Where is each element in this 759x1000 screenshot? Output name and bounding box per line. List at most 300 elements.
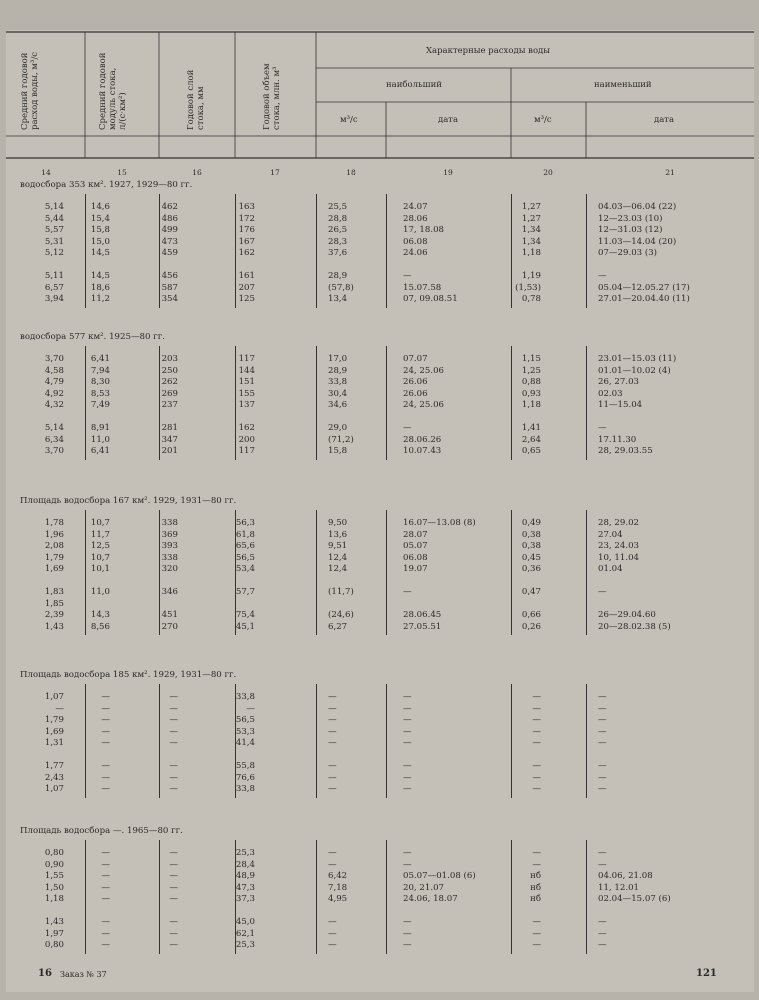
table-cell: 9,50	[328, 518, 348, 528]
table-cell: 27.05.51	[403, 621, 442, 632]
column-rule	[586, 194, 587, 308]
table-cell: 06.08	[403, 552, 428, 563]
table-cell: —	[598, 587, 607, 597]
table-cell: 01.04	[598, 564, 623, 574]
table-cell: 207	[238, 282, 255, 293]
table-cell: 15,4	[90, 213, 110, 224]
table-cell: 15,8	[328, 446, 348, 456]
table-cell: 24, 25.06	[403, 365, 445, 376]
table-cell: —	[532, 784, 541, 794]
table-cell: 56,5	[235, 715, 255, 725]
table-cell: 26—29.04.60	[598, 610, 656, 620]
table-cell: —	[169, 871, 178, 881]
colnum-17: 17	[270, 168, 280, 177]
table-cell: 12,4	[328, 564, 348, 574]
column-rule	[511, 346, 512, 460]
column-rule	[386, 194, 387, 308]
table-cell: —	[598, 738, 607, 748]
table-cell: 1,97	[44, 928, 64, 939]
table-cell: 117	[238, 354, 255, 364]
table-cell: 13,6	[328, 529, 348, 540]
table-cell: 14,3	[90, 610, 110, 620]
table-cell: (11,7)	[328, 587, 354, 597]
table-cell: 0,66	[521, 610, 541, 620]
table-cell: 1,15	[521, 354, 541, 364]
table-cell: 13,4	[328, 294, 348, 304]
table-cell: 24.06	[403, 248, 428, 258]
table-cell: 155	[238, 388, 255, 399]
table-cell: 01.01—10.02 (4)	[598, 365, 671, 376]
table-cell: 7,49	[90, 400, 110, 410]
table-cell: 462	[161, 202, 178, 212]
table-cell: 04.06, 21.08	[598, 871, 653, 881]
column-rule	[386, 346, 387, 460]
header-unit-min: м³/с	[534, 115, 552, 125]
table-cell: 161	[238, 271, 255, 281]
table-cell: —	[169, 738, 178, 748]
table-cell: 0,78	[521, 294, 541, 304]
table-cell: 451	[161, 610, 178, 620]
table-cell: 12,5	[90, 541, 110, 551]
table-cell: 201	[161, 446, 178, 456]
table-cell: —	[532, 859, 541, 870]
table-cell: 1,18	[521, 400, 541, 410]
table-cell: 0,26	[521, 621, 541, 632]
table-cell: 0,49	[521, 518, 541, 528]
table-cell: 11, 12.01	[598, 882, 640, 893]
table-cell: 144	[238, 365, 255, 376]
table-cell: —	[532, 761, 541, 771]
table-cell: 1,96	[44, 529, 64, 540]
table-cell: 338	[161, 552, 178, 563]
table-cell: —	[169, 848, 178, 858]
table-cell: —	[101, 859, 110, 870]
table-cell: 28,9	[328, 365, 348, 376]
table-cell: (1,53)	[515, 282, 541, 293]
table-cell: 1,83	[44, 587, 64, 597]
table-cell: —	[532, 715, 541, 725]
column-rule	[386, 684, 387, 798]
header-unit-max: м³/с	[340, 115, 358, 125]
colnum-18: 18	[346, 168, 356, 177]
table-cell: 34,6	[328, 400, 348, 410]
table-cell: 16.07—13.08 (8)	[403, 518, 476, 528]
table-cell: 1,07	[44, 692, 64, 702]
table-cell: 1,77	[44, 761, 64, 771]
table-cell: 28, 29.03.55	[598, 446, 653, 456]
table-cell: 07, 09.08.51	[403, 294, 458, 304]
table-cell: 2,39	[44, 610, 64, 620]
table-cell: —	[403, 784, 412, 794]
table-cell: 1,34	[521, 236, 541, 247]
table-cell: 10.07.43	[403, 446, 442, 456]
table-cell: —	[403, 917, 412, 927]
column-rule	[586, 684, 587, 798]
table-cell: 26,5	[328, 225, 348, 235]
table-cell: 4,92	[44, 388, 64, 399]
table-cell: 25,3	[235, 848, 255, 858]
table-cell: 1,79	[44, 715, 64, 725]
table-cell: 1,19	[521, 271, 541, 281]
table-cell: —	[101, 703, 110, 714]
table-cell: —	[598, 772, 607, 783]
table-cell: 0,38	[521, 541, 541, 551]
table-cell: 53,3	[235, 726, 255, 737]
table-cell: —	[328, 940, 337, 950]
table-cell: —	[101, 692, 110, 702]
table-cell: 456	[161, 271, 178, 281]
table-cell: 6,41	[90, 446, 110, 456]
table-cell: 1,43	[44, 917, 64, 927]
table-cell: —	[169, 928, 178, 939]
table-cell: 56,3	[235, 518, 255, 528]
table-cell: —	[532, 692, 541, 702]
table-cell: —	[169, 715, 178, 725]
footer-page-number: 121	[696, 968, 717, 979]
table-cell: 473	[161, 236, 178, 247]
table-cell: 1,18	[521, 248, 541, 258]
table-cell: 1,27	[521, 202, 541, 212]
column-rule	[316, 194, 317, 308]
column-rule	[586, 346, 587, 460]
table-cell: 393	[161, 541, 178, 551]
table-cell: 37,6	[328, 248, 348, 258]
table-cell: —	[101, 882, 110, 893]
table-cell: (24,6)	[328, 610, 354, 620]
table-cell: 55,8	[235, 761, 255, 771]
table-cell: 28,8	[328, 213, 348, 224]
table-cell: 75,4	[235, 610, 255, 620]
section-title: Площадь водосбора 167 км². 1929, 1931—80 гг.	[20, 496, 237, 506]
table-cell: —	[328, 703, 337, 714]
table-cell: —	[598, 761, 607, 771]
table-cell: 162	[238, 248, 255, 258]
table-cell: 10,7	[90, 518, 110, 528]
table-cell: —	[328, 692, 337, 702]
column-rule	[511, 510, 512, 635]
column-rule	[85, 684, 86, 798]
table-cell: 5,11	[44, 271, 64, 281]
table-cell: 47,3	[235, 882, 255, 893]
table-cell: 5,14	[44, 202, 64, 212]
table-cell: —	[101, 761, 110, 771]
table-cell: —	[532, 848, 541, 858]
column-rule	[235, 346, 236, 460]
table-cell: нб	[530, 871, 541, 881]
table-cell: 12—23.03 (10)	[598, 213, 663, 224]
table-cell: 11,0	[90, 434, 110, 445]
header-characteristic: Характерные расходы воды	[426, 46, 551, 56]
table-cell: 26.06	[403, 377, 428, 387]
table-cell: 10,1	[90, 564, 110, 574]
table-cell: —	[532, 917, 541, 927]
table-cell: 4,79	[44, 377, 64, 387]
column-rule	[386, 510, 387, 635]
table-cell: 05.04—12.05.27 (17)	[598, 282, 690, 293]
column-rule	[316, 346, 317, 460]
table-cell: 3,70	[44, 446, 64, 456]
table-cell: —	[328, 859, 337, 870]
table-cell: —	[328, 726, 337, 737]
table-cell: —	[403, 715, 412, 725]
table-cell: —	[598, 917, 607, 927]
table-cell: —	[403, 692, 412, 702]
column-rule	[85, 840, 86, 954]
table-cell: 167	[238, 236, 255, 247]
table-cell: 0,80	[44, 940, 64, 950]
table-cell: 27.04	[598, 529, 623, 540]
table-cell: 18,6	[90, 282, 110, 293]
table-cell: —	[328, 784, 337, 794]
table-cell: 1,34	[521, 225, 541, 235]
table-cell: 6,34	[44, 434, 64, 445]
table-cell: —	[169, 772, 178, 783]
table-cell: 1,50	[44, 882, 64, 893]
table-cell: —	[403, 848, 412, 858]
table-cell: 262	[161, 377, 178, 387]
table-cell: 269	[161, 388, 178, 399]
table-cell: 0,36	[521, 564, 541, 574]
table-cell: 1,79	[44, 552, 64, 563]
table-cell: 30,4	[328, 388, 348, 399]
table-cell: 354	[161, 294, 178, 304]
table-cell: —	[169, 703, 178, 714]
colnum-15: 15	[117, 168, 127, 177]
table-cell: 5,14	[44, 423, 64, 433]
table-cell: 25,5	[328, 202, 348, 212]
table-cell: 162	[238, 423, 255, 433]
table-cell: 41,4	[235, 738, 255, 748]
colnum-16: 16	[192, 168, 202, 177]
table-cell: 6,42	[328, 871, 348, 881]
table-cell: 28.06.26	[403, 434, 442, 445]
table-cell: 17, 18.08	[403, 225, 445, 235]
table-cell: 0,80	[44, 848, 64, 858]
table-cell: —	[169, 859, 178, 870]
table-cell: 28,3	[328, 236, 348, 247]
table-cell: (57,8)	[328, 282, 354, 293]
table-cell: 459	[161, 248, 178, 258]
table-cell: 3,94	[44, 294, 64, 304]
table-cell: —	[169, 726, 178, 737]
header-col14: Средний годовой расход воды, м³/с	[20, 51, 40, 130]
table-cell: 27.01—20.04.40 (11)	[598, 294, 690, 304]
table-cell: нб	[530, 894, 541, 904]
table-cell: 1,55	[44, 871, 64, 881]
table-cell: 5,31	[44, 236, 64, 247]
table-cell: 11,2	[90, 294, 110, 304]
table-cell: 151	[238, 377, 255, 387]
table-cell: 28, 29.02	[598, 518, 640, 528]
table-cell: 26, 27.03	[598, 377, 640, 387]
table-cell: 33,8	[235, 692, 255, 702]
table-cell: 76,6	[235, 772, 255, 783]
colnum-19: 19	[443, 168, 453, 177]
table-cell: —	[328, 928, 337, 939]
table-cell: —	[101, 928, 110, 939]
table-cell: 4,95	[328, 894, 348, 904]
section-title: водосбора 353 км². 1927, 1929—80 гг.	[20, 180, 193, 190]
column-rule	[511, 840, 512, 954]
table-cell: 17.11.30	[598, 434, 637, 445]
column-rule	[386, 840, 387, 954]
table-cell: —	[532, 726, 541, 737]
table-cell: —	[55, 703, 64, 714]
table-cell: 56,5	[235, 552, 255, 563]
table-cell: —	[598, 271, 607, 281]
table-cell: 45,1	[235, 621, 255, 632]
table-cell: 14,5	[90, 248, 110, 258]
header-smallest: наименьший	[594, 80, 652, 90]
table-cell: 137	[238, 400, 255, 410]
table-cell: 338	[161, 518, 178, 528]
table-cell: —	[328, 715, 337, 725]
colnum-14: 14	[41, 168, 51, 177]
table-cell: 250	[161, 365, 178, 376]
table-cell: 10, 11.04	[598, 552, 640, 563]
table-cell: —	[403, 423, 412, 433]
table-cell: 19.07	[403, 564, 428, 574]
table-cell: 0,38	[521, 529, 541, 540]
table-cell: 499	[161, 225, 178, 235]
table-cell: —	[598, 928, 607, 939]
table-cell: 07.07	[403, 354, 428, 364]
header-col15: Средний годовой модуль стока, л/(с·км²)	[98, 52, 128, 130]
table-cell: 12—31.03 (12)	[598, 225, 663, 235]
table-cell: —	[169, 882, 178, 893]
table-cell: 9,51	[328, 541, 348, 551]
table-cell: 6,57	[44, 282, 64, 293]
column-rule	[85, 510, 86, 635]
table-cell: 270	[161, 621, 178, 632]
table-cell: 4,32	[44, 400, 64, 410]
table-cell: 28.06.45	[403, 610, 442, 620]
table-cell: —	[532, 738, 541, 748]
table-cell: 8,53	[90, 388, 110, 399]
table-cell: —	[169, 784, 178, 794]
table-cell: 23, 24.03	[598, 541, 640, 551]
table-cell: 6,41	[90, 354, 110, 364]
column-rule	[159, 684, 160, 798]
table-cell: —	[403, 587, 412, 597]
table-cell: 33,8	[328, 377, 348, 387]
table-cell: 0,45	[521, 552, 541, 563]
table-cell: —	[598, 784, 607, 794]
table-cell: —	[169, 894, 178, 904]
table-cell: 2,43	[44, 772, 64, 783]
table-cell: 20—28.02.38 (5)	[598, 621, 671, 632]
table-cell: —	[403, 726, 412, 737]
header-largest: наибольший	[386, 80, 442, 90]
table-cell: 15,0	[90, 236, 110, 247]
table-cell: 14,5	[90, 271, 110, 281]
table-cell: 29,0	[328, 423, 348, 433]
table-cell: —	[598, 703, 607, 714]
table-cell: 12,4	[328, 552, 348, 563]
table-cell: 4,58	[44, 365, 64, 376]
table-cell: 1,41	[521, 423, 541, 433]
table-cell: —	[403, 940, 412, 950]
table-cell: —	[101, 738, 110, 748]
table-cell: —	[532, 928, 541, 939]
column-rule	[511, 194, 512, 308]
column-rule	[316, 510, 317, 635]
column-rule	[316, 840, 317, 954]
table-cell: 237	[161, 400, 178, 410]
table-cell: 5,44	[44, 213, 64, 224]
table-cell: 24.06, 18.07	[403, 894, 458, 904]
table-cell: 1,43	[44, 621, 64, 632]
table-cell: 1,69	[44, 564, 64, 574]
table-cell: 7,94	[90, 365, 110, 376]
colnum-21: 21	[665, 168, 675, 177]
table-cell: 346	[161, 587, 178, 597]
table-cell: 28.07	[403, 529, 428, 540]
footer-order-text: Заказ № 37	[60, 970, 107, 979]
table-cell: 53,4	[235, 564, 255, 574]
table-cell: 04.03—06.04 (22)	[598, 202, 677, 212]
section-title: Площадь водосбора —. 1965—80 гг.	[20, 826, 183, 836]
table-cell: 176	[238, 225, 255, 235]
column-rule	[316, 684, 317, 798]
table-cell: 1,31	[44, 738, 64, 748]
table-cell: 11,0	[90, 587, 110, 597]
table-cell: 61,8	[235, 529, 255, 540]
column-rule	[85, 346, 86, 460]
table-cell: 8,30	[90, 377, 110, 387]
table-cell: 203	[161, 354, 178, 364]
table-cell: —	[598, 692, 607, 702]
table-cell: нб	[530, 882, 541, 893]
table-cell: —	[328, 761, 337, 771]
table-cell: 8,91	[90, 423, 110, 433]
table-cell: —	[101, 715, 110, 725]
table-cell: —	[101, 848, 110, 858]
table-cell: 20, 21.07	[403, 882, 445, 893]
table-cell: 24.07	[403, 202, 428, 212]
table-cell: 0,47	[521, 587, 541, 597]
column-rule	[85, 194, 86, 308]
table-cell: 15,8	[90, 225, 110, 235]
table-cell: 281	[161, 423, 178, 433]
table-cell: —	[598, 848, 607, 858]
table-cell: 7,18	[328, 882, 348, 893]
table-cell: —	[532, 703, 541, 714]
table-cell: 45,0	[235, 917, 255, 927]
table-cell: —	[101, 940, 110, 950]
document-page	[6, 30, 754, 992]
table-cell: —	[101, 871, 110, 881]
table-cell: 486	[161, 213, 178, 224]
table-cell: (71,2)	[328, 434, 354, 445]
table-cell: 10,7	[90, 552, 110, 563]
table-cell: 06.08	[403, 236, 428, 247]
table-cell: 8,56	[90, 621, 110, 632]
column-rule	[586, 510, 587, 635]
table-cell: —	[328, 917, 337, 927]
table-cell: 11.03—14.04 (20)	[598, 236, 677, 247]
table-cell: 6,27	[328, 621, 348, 632]
table-cell: —	[403, 761, 412, 771]
table-cell: —	[101, 784, 110, 794]
table-cell: 1,78	[44, 518, 64, 528]
table-cell: 200	[238, 434, 255, 445]
table-cell: —	[101, 772, 110, 783]
footer-left-number: 16	[38, 968, 52, 979]
table-cell: 62,1	[235, 928, 255, 939]
table-cell: 0,88	[521, 377, 541, 387]
column-rule	[159, 346, 160, 460]
